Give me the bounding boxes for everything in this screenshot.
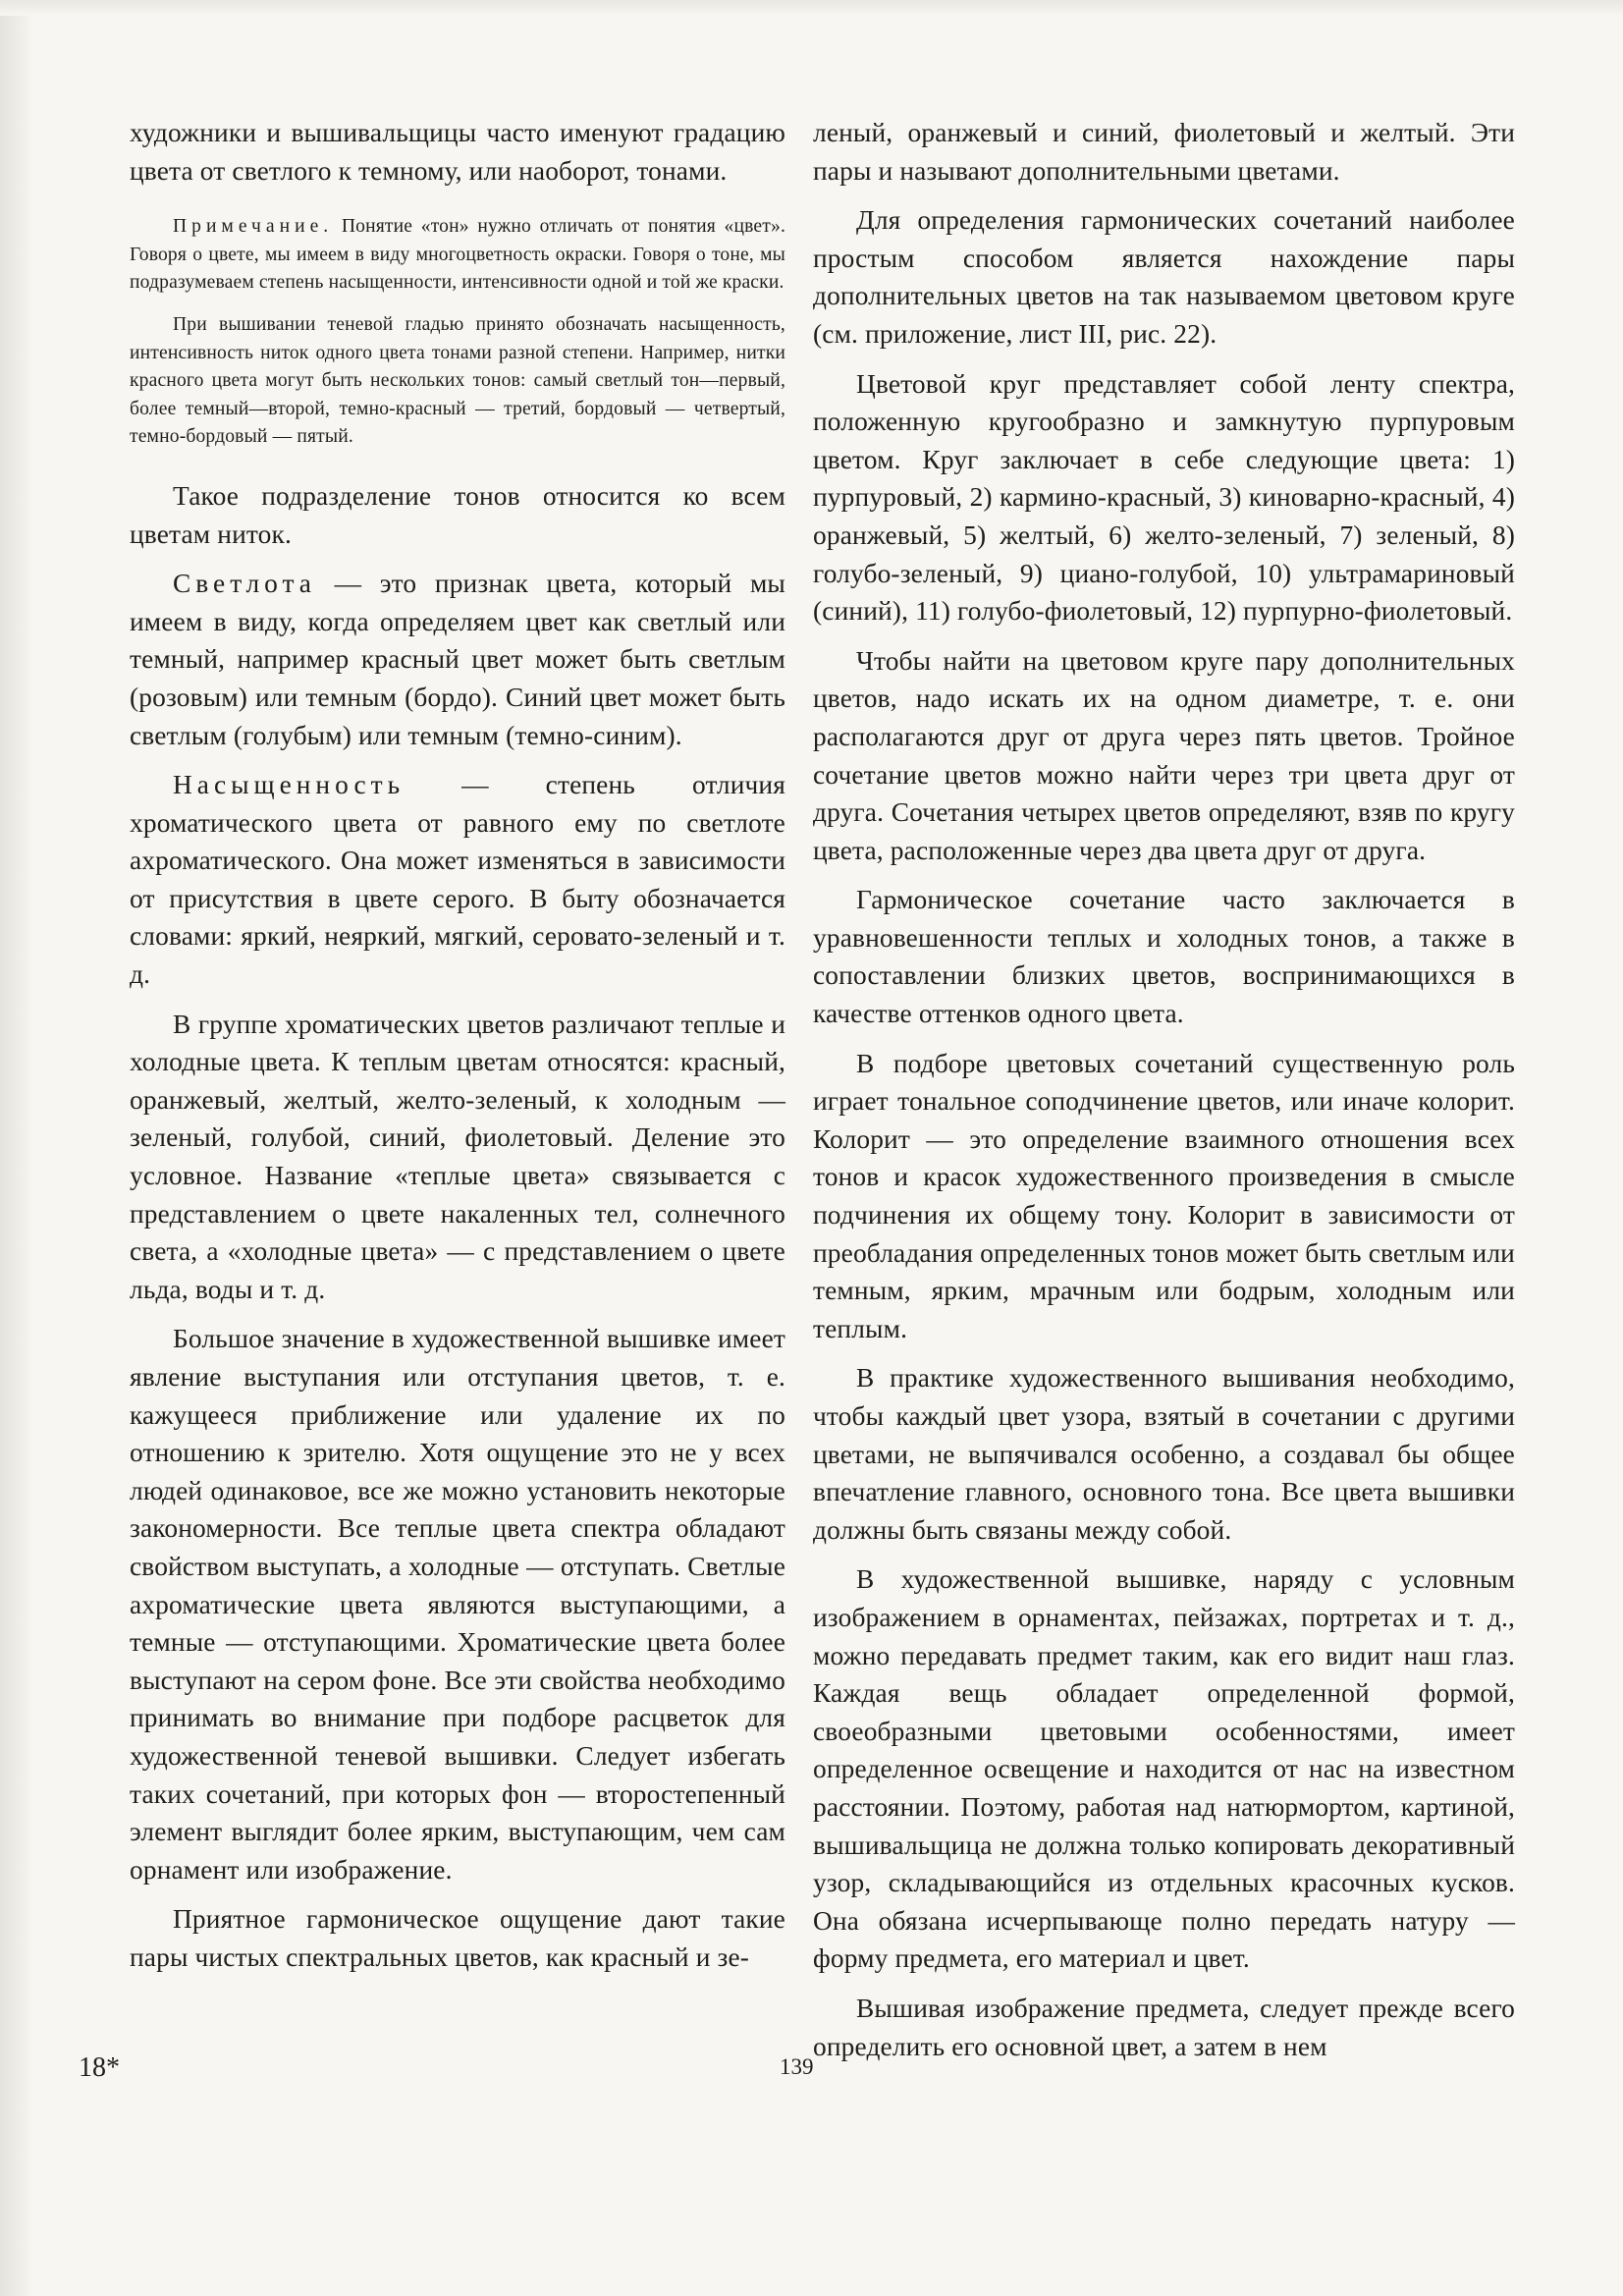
paragraph-balance: Гармоническое сочетание часто заключается в уравновешенности теплых и холодных тонов, а также в сопоставлении близких цветов, воспринимающихся в качестве оттенков одного цвета. <box>813 885 1515 1029</box>
paragraph-color-circle: Цветовой круг представляет собой ленту спектра, положенную кругообразно и замкнутую пурпуровым цветом. Круг заключает в себе следующие цвета: 1) пурпуровый, 2) кармино-красный, 3) киноварно-красный, 4) оранжевый, 5) желтый, 6) желто-зеленый, 7) зеленый, 8) голубо-зеленый, 9) циано-голубой, 10) ультрамариновый (синий), 11) голубо-фиолетовый, 12) пурпурно-фиолетовый. <box>813 368 1515 627</box>
paragraph-final: Вышивая изображение предмета, следует прежде всего определить его основной цвет, а затем в нем <box>813 1993 1515 2061</box>
paragraph-lightness <box>130 565 785 754</box>
note-paragraph-1 <box>130 213 785 298</box>
note-label: Примечание. <box>173 216 334 238</box>
note-block <box>130 213 785 452</box>
lightness-text: — это признак цвета, который мы имеем в виду, когда определяем цвет как светлый или темный, например красный цвет может быть светлым (розовым) или темным (бордо). Синий цвет может быть светлым (голубым) или темным (темно-синим). <box>130 569 785 750</box>
paragraph-warm-cold: В группе хроматических цветов различают теплые и холодные цвета. К теплым цветам относятся: красный, оранжевый, желтый, желто-зеленый, к холодным — зеленый, голубой, синий, фиолетовый. Деление это условное. Название «теплые цвета» связывается с представлением о цвете накаленных тел, солнечного света, а «холодные цвета» — с представлением о цвете льда, воды и т. д. <box>130 1009 785 1304</box>
paragraph-colorit: В подборе цветовых сочетаний существенную роль играет тональное соподчинение цветов, или иначе колорит. Колорит — это определение взаимного отношения всех тонов и красок художественного произведения в смысле подчинения их общему тону. Колорит в зависимости от преобладания определенных тонов может быть светлым или темным, ярким, мрачным или бодрым, холодным или теплым. <box>813 1048 1515 1343</box>
note-1-text: Понятие «тон» нужно отличать от понятия «цвет». Говоря о цвете, мы имеем в виду многоцветность окраски. Говоря о тоне, мы подразумеваем степень насыщенности, интенсивности одной и той же краски. <box>130 216 785 294</box>
paragraph-pairs-cont: леный, оранжевый и синий, фиолетовый и желтый. Эти пары и называют дополнительными цветами. <box>813 118 1515 186</box>
paragraph-realism: В художественной вышивке, наряду с условным изображением в орнаментах, пейзажах, портретах и т. д., можно передавать предмет таким, как его видит наш глаз. Каждая вещь обладает определенной формой, своеобразными цветовыми особенностями, имеет определенное освещение и находится от нас на известном расстоянии. Поэтому, работая над натюрмортом, картиной, вышивальщица не должна только копировать декоративный узор, складывающийся из отдельных красочных кусков. Она обязана исчерпывающе полно передать натуру — форму предмета, его материал и цвет. <box>813 1564 1515 1974</box>
page-number: 139 <box>780 2054 814 2079</box>
scan-edge-top <box>0 0 1623 16</box>
saturation-text: — степень отличия хроматического цвета от равного ему по светлоте ахроматического. Она может изменяться в зависимости от присутствия в цвете серого. В быту обозначается словами: яркий, неяркий, мягкий, серовато-зеленый и т. д. <box>130 770 785 990</box>
paragraph-practice: В практике художественного вышивания необходимо, чтобы каждый цвет узора, взятый в сочетании с другими цветами, не выпячивался особенно, а создавал бы общее впечатление главного, основного тона. Все цвета вышивки должны быть связаны между собой. <box>813 1363 1515 1545</box>
term-lightness: Светлота <box>173 569 316 599</box>
term-saturation: Насыщенность <box>173 770 406 800</box>
paragraph-intro: художники и вышивальщицы часто именуют градацию цвета от светлого к темному, или наоборот, тонами. <box>130 118 785 186</box>
paragraph-find-pair: Чтобы найти на цветовом круге пару дополнительных цветов, надо искать их на одном диаметре, т. е. они располагаются друг от друга через пять цветов. Тройное сочетание цветов можно найти через три цвета друг от друга. Сочетания четырех цветов определяют, взяв по кругу цвета, расположенные через два цвета друг от друга. <box>813 645 1515 865</box>
paragraph-pairs-start: Приятное гармоническое ощущение дают такие пары чистых спектральных цветов, как красный и зе- <box>130 1904 785 1972</box>
left-column <box>130 114 785 1989</box>
paragraph-advancing: Большое значение в художественной вышивке имеет явление выступания или отступания цветов, т. е. кажущееся приближение или удаление их по отношению к зрителю. Хотя ощущение это не у всех людей одинаковое, все же можно установить некоторые закономерности. Все теплые цвета спектра обладают свойством выступать, а холодные — отступать. Светлые ахроматические цвета являются выступающими, а темные — отступающими. Хроматические цвета более выступают на сером фоне. Все эти свойства необходимо принимать во внимание при подборе расцветок для художественной теневой вышивки. Следует избегать таких сочетаний, при которых фон — второстепенный элемент выглядит более ярким, выступающим, чем сам орнамент или изображение. <box>130 1324 785 1885</box>
paragraph-saturation <box>130 766 785 994</box>
scan-edge-left <box>0 0 33 2296</box>
note-paragraph-2: При вышивании теневой гладью принято обозначать насыщенность, интенсивность ниток одного цвета тонами разной степени. Например, нитки красного цвета могут быть нескольких тонов: самый светлый тон—первый, более темный—второй, темно-красный — третий, бордовый — четвертый, темно-бордовый — пятый. <box>130 313 785 448</box>
right-column <box>813 114 1515 2077</box>
paragraph-harmony: Для определения гармонических сочетаний наиболее простым способом является нахождение пары дополнительных цветов на так называемом цветовом круге (см. приложение, лист III, рис. 22). <box>813 205 1515 349</box>
paragraph-tones: Такое подразделение тонов относится ко всем цветам ниток. <box>130 480 785 549</box>
signature-mark: 18* <box>79 2052 120 2083</box>
